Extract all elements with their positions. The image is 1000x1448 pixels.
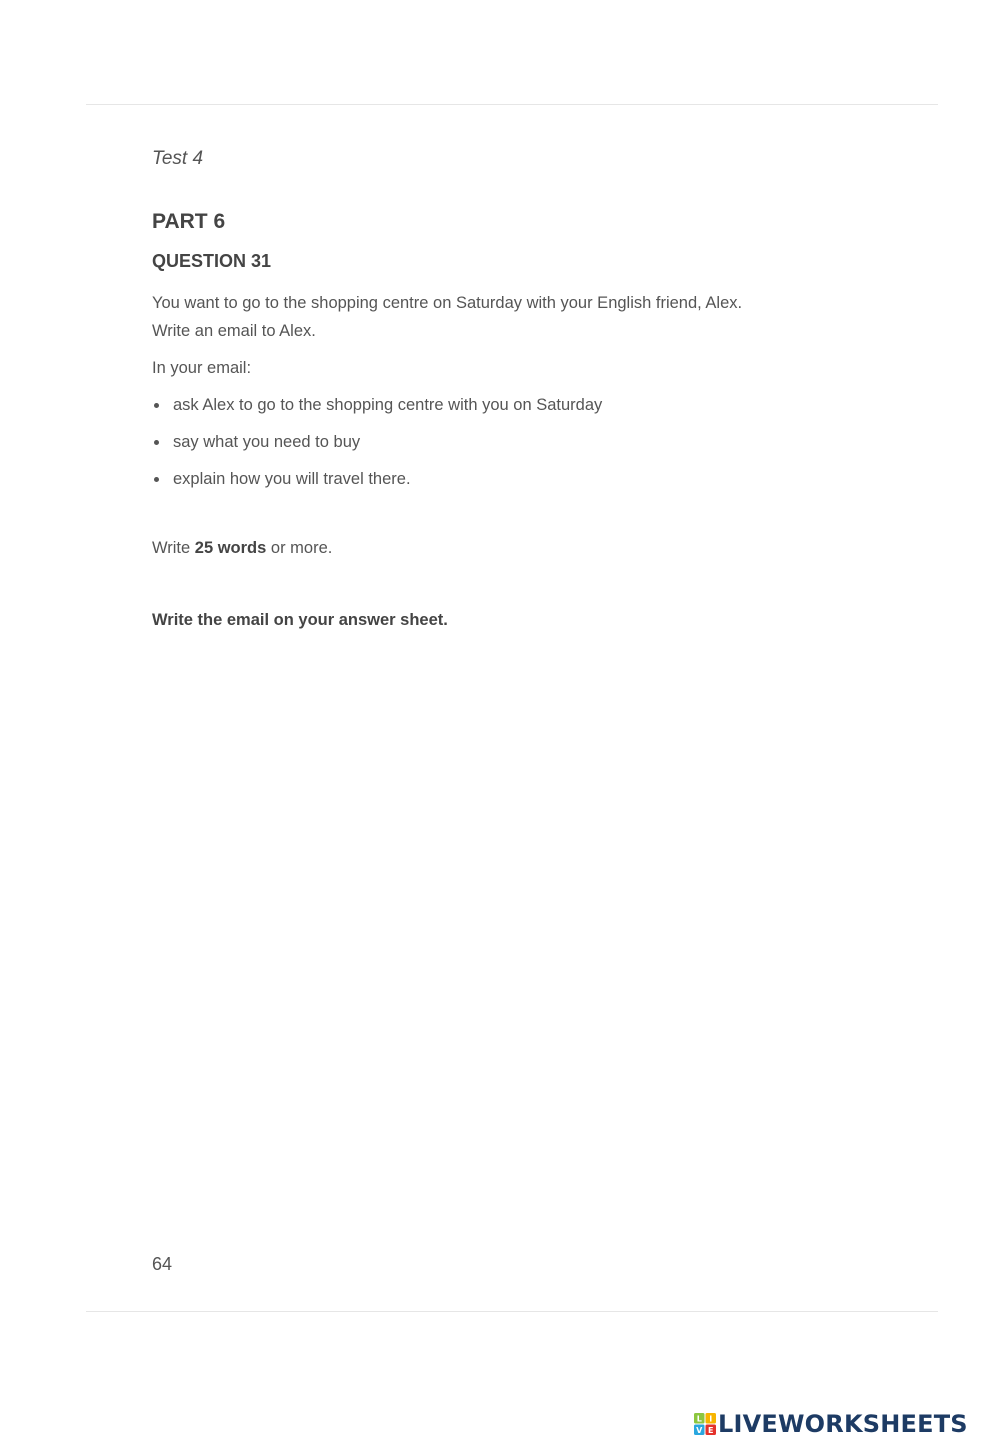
bullet-text: say what you need to buy: [173, 433, 361, 451]
svg-text:E: E: [708, 1425, 714, 1435]
bullet-icon: [154, 477, 159, 482]
svg-text:V: V: [696, 1425, 703, 1435]
svg-text:I: I: [709, 1414, 713, 1424]
svg-text:L: L: [696, 1414, 702, 1424]
part-heading: PART 6: [152, 210, 226, 233]
list-item: [152, 433, 602, 470]
brand-name: LIVEWORKSHEETS: [718, 1410, 968, 1438]
answer-sheet-instruction: Write the email on your answer sheet.: [152, 611, 448, 629]
bottom-divider: [86, 1311, 938, 1312]
list-item: [152, 470, 602, 507]
bullet-text: explain how you will travel there.: [173, 470, 411, 488]
word-count-value: 25 words: [194, 539, 267, 557]
word-count-suffix: or more.: [266, 539, 333, 557]
task-line-1: You want to go to the shopping centre on Saturday with your English friend, Alex.: [152, 294, 743, 312]
test-label: Test 4: [152, 148, 204, 169]
email-intro: In your email:: [152, 359, 252, 377]
bullet-text: ask Alex to go to the shopping centre with you on Saturday: [173, 396, 603, 414]
word-count-prefix: Write: [152, 539, 195, 557]
bullet-icon: [154, 403, 159, 408]
task-bullet-list: [152, 396, 602, 507]
word-count-instruction: [152, 539, 332, 558]
liveworksheets-logo-icon: [694, 1413, 716, 1435]
question-heading: QUESTION 31: [152, 251, 272, 271]
list-item: [152, 396, 602, 433]
task-line-2: Write an email to Alex.: [152, 322, 316, 340]
page-number: 64: [152, 1254, 173, 1274]
top-divider: [86, 104, 938, 105]
liveworksheets-brand[interactable]: [694, 1409, 968, 1439]
bullet-icon: [154, 440, 159, 445]
